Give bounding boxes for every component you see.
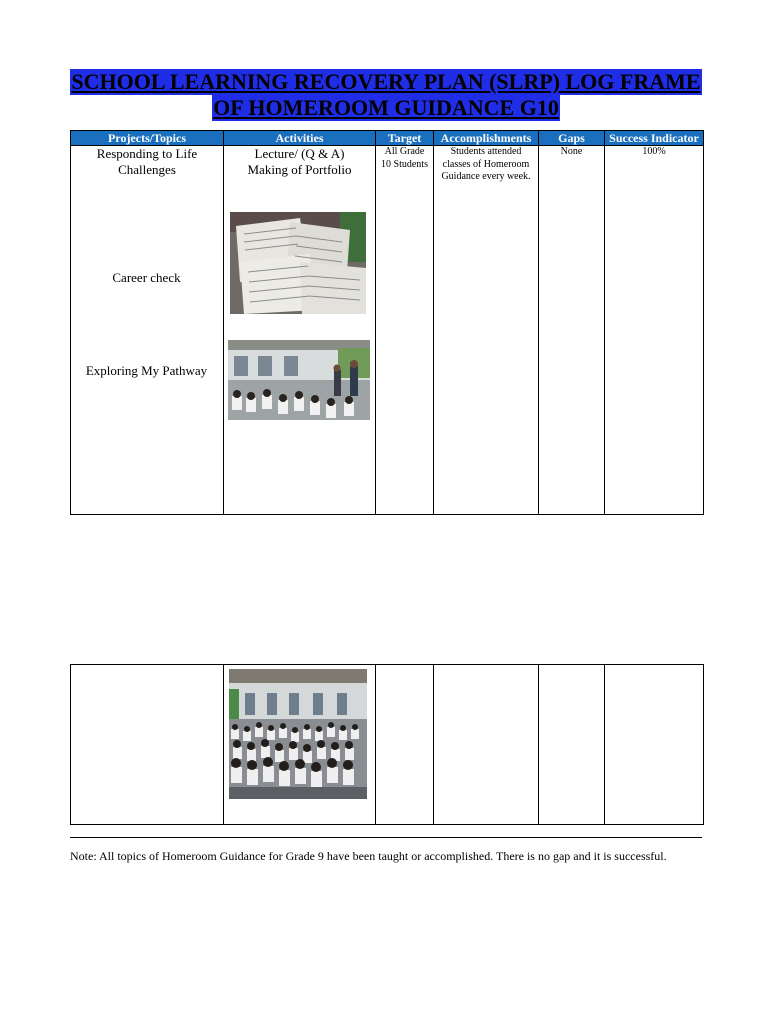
target-cell-empty [376,665,434,825]
success-indicator-text: 100% [642,146,666,157]
accomplishments-text: Students attended classes of Homeroom Guidance every week. [441,146,531,182]
target-cell [376,146,434,515]
header-success-indicator: Success Indicator [605,131,704,146]
topic-exploring-pathway: Exploring My Pathway [85,363,208,378]
footer-note: Note: All topics of Homeroom Guidance for Grade 9 have been taught or accomplished. There is no gap and it is successful. [70,849,667,863]
success-indicator-cell-empty [605,665,704,825]
portfolio-papers-photo [230,212,366,314]
log-frame-table-continued [70,664,704,825]
topic-responding: Responding to Life Challenges [96,146,198,177]
lecture-photo [228,340,370,420]
table-row [71,665,704,825]
activity-portfolio: Making of Portfolio [247,162,352,177]
header-activities: Activities [224,131,376,146]
gaps-cell-empty [539,665,605,825]
accomplishments-cell-empty [434,665,539,825]
header-target: Target [376,131,434,146]
table-row [71,146,704,515]
title-line-1: SCHOOL LEARNING RECOVERY PLAN (SLRP) LOG FRAME [71,69,701,94]
topic-career-check: Career check [112,270,181,285]
title-line-2: OF HOMEROOM GUIDANCE G10 [213,95,559,120]
accomplishments-cell [434,146,539,515]
activity-lecture: Lecture/ (Q & A) [254,146,345,161]
log-frame-table [70,130,704,515]
header-projects-topics: Projects/Topics [71,131,224,146]
target-text: All Grade 10 Students [381,146,428,170]
table-header-row [71,131,704,146]
header-accomplishments: Accomplishments [434,131,539,146]
footer-divider [70,837,702,838]
gaps-text: None [560,146,583,157]
topics-cell-empty [71,665,224,825]
gaps-cell [539,146,605,515]
assembly-photo [229,669,367,799]
activities-cell [224,146,376,515]
document-title [70,69,702,121]
header-gaps: Gaps [539,131,605,146]
success-indicator-cell [605,146,704,515]
topics-cell [71,146,224,515]
